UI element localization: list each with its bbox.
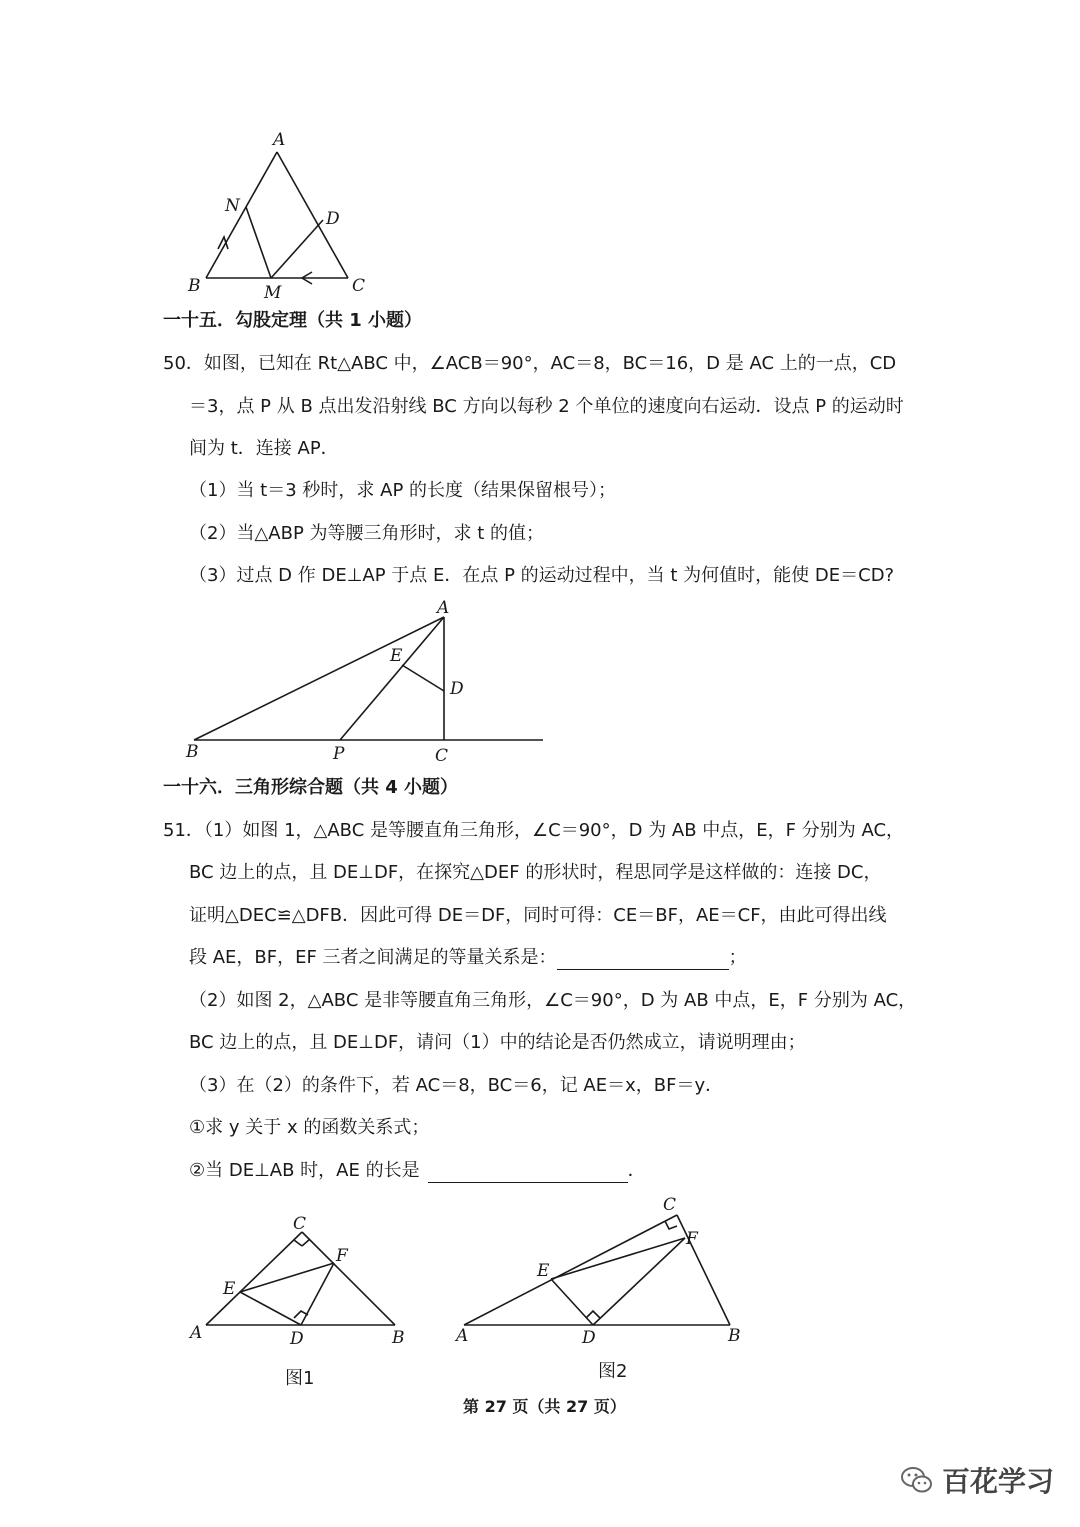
page-footer: 第 27 页（共 27 页） (463, 1397, 626, 1416)
label-b: B (186, 742, 199, 762)
watermark (900, 1460, 1054, 1500)
label-a: A (437, 598, 450, 618)
question-51-line-2: BC 边上的点，且 DE⊥DF，在探究△DEF 的形状时，程思同学是这样做的：连接 DC， (189, 862, 882, 883)
question-50-part-1: （1）当 t＝3 秒时，求 AP 的长度（结果保留根号）； (189, 480, 617, 501)
label-m: M (264, 283, 282, 303)
label-b: B (728, 1326, 741, 1346)
label-b: B (392, 1328, 405, 1348)
question-51-item-2 (189, 1159, 646, 1183)
label-d: D (290, 1329, 304, 1349)
figure-triangle-nmd (180, 125, 380, 305)
label-b: B (188, 276, 201, 296)
section-heading-pythagoras: 一十五．勾股定理（共 1 小题） (163, 310, 423, 331)
label-e: E (223, 1279, 236, 1299)
question-51-item-1: ①求 y 关于 x 的函数关系式； (189, 1117, 430, 1138)
label-a: A (190, 1323, 203, 1343)
label-c: C (663, 1195, 677, 1215)
figure-1-isosceles (180, 1205, 420, 1395)
label-c: C (352, 276, 366, 296)
label-f: F (686, 1229, 698, 1249)
question-51-item-2-text: ②当 DE⊥AB 时，AE 的长是 (189, 1160, 420, 1181)
question-50-part-2: （2）当△ABP 为等腰三角形时，求 t 的值； (189, 523, 545, 544)
wechat-icon (900, 1465, 934, 1495)
section-heading-triangle: 一十六．三角形综合题（共 4 小题） (163, 777, 459, 798)
label-c: C (293, 1214, 307, 1234)
label-n: N (225, 196, 240, 216)
caption-figure-1: 图1 (285, 1368, 315, 1389)
label-e: E (390, 646, 403, 666)
question-51-line-4-end: ； (728, 947, 747, 968)
question-51-part-3: （3）在（2）的条件下，若 AC＝8，BC＝6，记 AE＝x，BF＝y． (189, 1075, 724, 1096)
question-51-item-2-end: ． (627, 1160, 646, 1181)
label-a: A (456, 1326, 469, 1346)
figure-right-triangle-ap (180, 595, 560, 775)
watermark-text: 百花学习 (942, 1465, 1055, 1498)
label-d: D (450, 679, 464, 699)
question-51-part-2-line-1: （2）如图 2，△ABC 是非等腰直角三角形，∠C＝90°，D 为 AB 中点，E，F 分别为 AC， (189, 990, 917, 1011)
caption-figure-2: 图2 (598, 1361, 628, 1382)
question-51-part-2-line-2: BC 边上的点，且 DE⊥DF，请问（1）中的结论是否仍然成立，请说明理由； (189, 1032, 806, 1053)
question-50-line-2: ＝3，点 P 从 B 点出发沿射线 BC 方向以每秒 2 个单位的速度向右运动．设点 P 的运动时 (189, 396, 904, 417)
question-51-line-4-text: 段 AE，BF，EF 三者之间满足的等量关系是： (189, 947, 557, 968)
label-d: D (326, 209, 340, 229)
answer-blank-2[interactable] (428, 1164, 628, 1183)
label-p: P (333, 744, 345, 764)
label-d: D (582, 1328, 596, 1348)
question-51-line-4 (189, 946, 747, 970)
label-a: A (273, 130, 286, 150)
question-51-line-3: 证明△DEC≌△DFB．因此可得 DE＝DF，同时可得：CE＝BF，AE＝CF，由此可得出线 (189, 905, 887, 926)
figure-2-non-isosceles (450, 1190, 760, 1390)
label-e: E (537, 1261, 550, 1281)
answer-blank-1[interactable] (557, 951, 729, 970)
question-50-line-1: 50．如图，已知在 Rt△ABC 中，∠ACB＝90°，AC＝8，BC＝16，D 是 AC 上的一点，CD (163, 353, 897, 374)
question-50-line-3: 间为 t．连接 AP． (189, 438, 339, 459)
question-51-line-1: 51．（1）如图 1，△ABC 是等腰直角三角形，∠C＝90°，D 为 AB 中点，E，F 分别为 AC， (163, 820, 905, 841)
label-c: C (435, 746, 449, 766)
question-50-part-3: （3）过点 D 作 DE⊥AP 于点 E．在点 P 的运动过程中，当 t 为何值时，能使 DE＝CD? (189, 565, 895, 586)
label-f: F (336, 1246, 348, 1266)
